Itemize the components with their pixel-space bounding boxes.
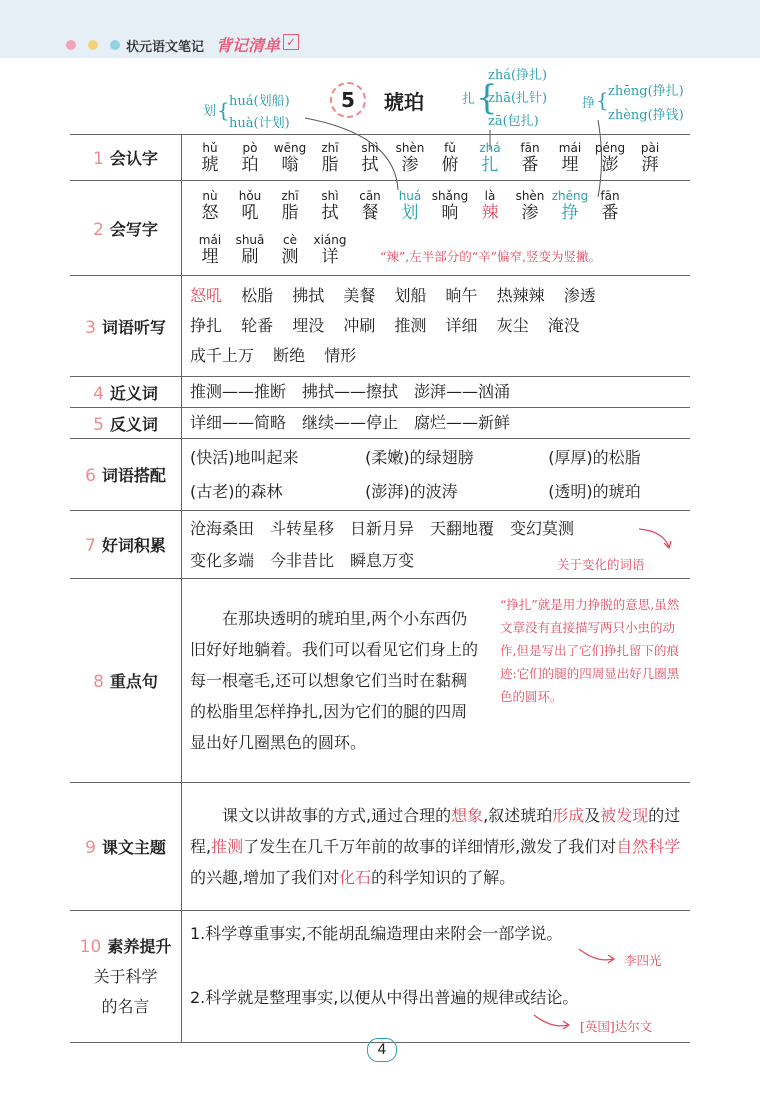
word: 推测 [394,316,427,335]
word: 冲刷 [343,316,376,335]
row-good-words [70,511,690,579]
row-label: 8 重点句 [70,579,182,783]
char-cell: cè 测 [281,233,299,267]
dictation-line [190,341,690,371]
key-sentence-note: “挣扎”就是用力挣脱的意思,虽然文章没有直接描写两只小虫的动作,但是写出了它们挣扎留下的痕迹:它们的腿的四周显出好几圈黑色的圆环。 [500,597,680,704]
row-antonyms [70,408,690,439]
char-cell: shì 拭 [321,189,339,223]
page-number: 4 [367,1038,397,1062]
word: 划船 [394,286,427,305]
collocation-line [190,441,690,475]
char-cell: péng 澎 [594,140,626,175]
stroke-note: “辣”,左半部分的“辛”偏窄,竖变为竖撇。 [380,249,602,264]
word: 详细 [445,316,478,335]
char-cell: cān 餐 [359,189,381,223]
char-cell: pài 湃 [640,140,660,175]
char-cell: shèn 渗 [515,189,545,223]
word: 挣扎 [190,316,223,335]
quote-2-author: [英国]达尔文 [580,1019,653,1034]
row-recognize [70,135,690,181]
word: 怒吼 [190,286,223,305]
collocation: (厚厚)的松脂 [548,447,641,467]
good-words-line: 变化多端 今非昔比 瞬息万变 [190,550,415,570]
row-write [70,181,690,276]
synonyms-text: 推测——推断 拂拭——擦拭 澎湃——汹涌 [190,382,511,401]
collocation: (古老)的森林 [190,481,283,501]
quote-1-author: 李四光 [624,953,662,968]
word: 成千上万 [190,346,255,365]
word: 埋没 [292,316,325,335]
char-cell: shì 拭 [361,140,379,175]
row-dictation [70,276,690,377]
char-cell: fǔ 俯 [441,140,459,175]
row-label: 2 会写字 [70,181,182,276]
word: 美餐 [343,286,376,305]
antonyms-text: 详细——简略 继续——停止 腐烂——新鲜 [190,413,511,432]
word: 拂拭 [292,286,325,305]
char-cell: mái 埋 [198,233,222,267]
row-label: 3 词语听写 [70,276,182,377]
row-label: 5 反义词 [70,408,182,439]
word: 晌午 [445,286,478,305]
theme-text: 课文以讲故事的方式,通过合理的想象,叙述琥珀形成及被发现的过程,推测了发生在几千万年前的故事的详细情形,激发了我们对自然科学的兴趣,增加了我们对化石的科学知识的了解。 [190,806,681,887]
char-cell: zhá 扎 [479,140,501,175]
word: 淹没 [547,316,580,335]
row-label: 6 词语搭配 [70,439,182,511]
char-cell: fān 番 [520,140,540,175]
arrow-icon [532,1011,572,1033]
collocation: (柔嫩)的绿翅膀 [365,447,474,467]
lesson-title: 琥珀 [384,90,424,114]
collocation: (澎湃)的波涛 [365,481,458,501]
collocation: (透明)的琥珀 [548,481,641,501]
row-synonyms [70,377,690,408]
write-chars-line2 [190,233,690,267]
char-cell: zhēng 挣 [551,189,589,223]
row-label: 9 课文主题 [70,783,182,911]
word: 情形 [324,346,357,365]
row-collocations [70,439,690,511]
word: 轮番 [241,316,274,335]
row-label: 7 好词积累 [70,511,182,579]
arrow-icon [577,945,617,967]
quote-1: 1.科学尊重事实,不能胡乱编造理由来附会一部学说。 [190,924,563,943]
good-words-line: 沧海桑田 斗转星移 日新月异 天翻地覆 变幻莫测 [190,518,575,538]
char-cell: hǒu 吼 [238,189,262,223]
char-cell: shǎng 晌 [431,189,469,223]
dictation-line [190,311,690,341]
word: 灰尘 [496,316,529,335]
char-cell: huá 划 [398,189,422,223]
checkmark-icon: ✓ [283,34,299,50]
row-literacy [70,911,690,1043]
write-chars-line1 [190,189,690,223]
arrow-icon [637,525,677,553]
char-cell: shèn 渗 [395,140,425,175]
row-key-sentence [70,579,690,783]
brand-name: 状元语文笔记 [126,40,205,55]
word: 热辣辣 [496,286,545,305]
char-cell: pò 珀 [241,140,259,175]
char-cell: fān 番 [600,189,620,223]
word: 断绝 [273,346,306,365]
char-cell: hǔ 琥 [201,140,219,175]
row-theme [70,783,690,911]
char-cell: zhī 脂 [281,189,299,223]
quote-2: 2.科学就是整理事实,以便从中得出普遍的规律或结论。 [190,988,579,1007]
char-cell: shuā 刷 [235,233,265,267]
char-cell: nù 怒 [201,189,219,223]
lesson-number: 5 [330,82,366,118]
char-cell: wēng 嗡 [273,140,307,175]
char-cell: là 辣 [481,189,499,223]
row-label: 1 会认字 [70,135,182,181]
word: 松脂 [241,286,274,305]
key-passage: 在那块透明的琥珀里,两个小东西仍旧好好地躺着。我们可以看见它们身上的每一根毫毛,还可以想象它们当时在黏稠的松脂里怎样挣扎,因为它们的腿的四周显出好几圈黑色的圆环。 [190,609,479,752]
dictation-line [190,281,690,311]
collocation-line [190,475,690,509]
row-label: 10 素养提升 关于科学 的名言 [70,911,182,1043]
list-title: 背记清单 [216,36,281,55]
word: 渗透 [563,286,596,305]
char-cell: mái 埋 [558,140,582,175]
row-label: 4 近义词 [70,377,182,408]
good-words-note: 关于变化的词语 [557,557,645,572]
notes-table [70,134,690,1043]
collocation: (快活)地叫起来 [190,447,299,467]
char-cell: zhī 脂 [321,140,339,175]
recognize-chars [190,141,690,175]
char-cell: xiáng 详 [313,233,347,267]
